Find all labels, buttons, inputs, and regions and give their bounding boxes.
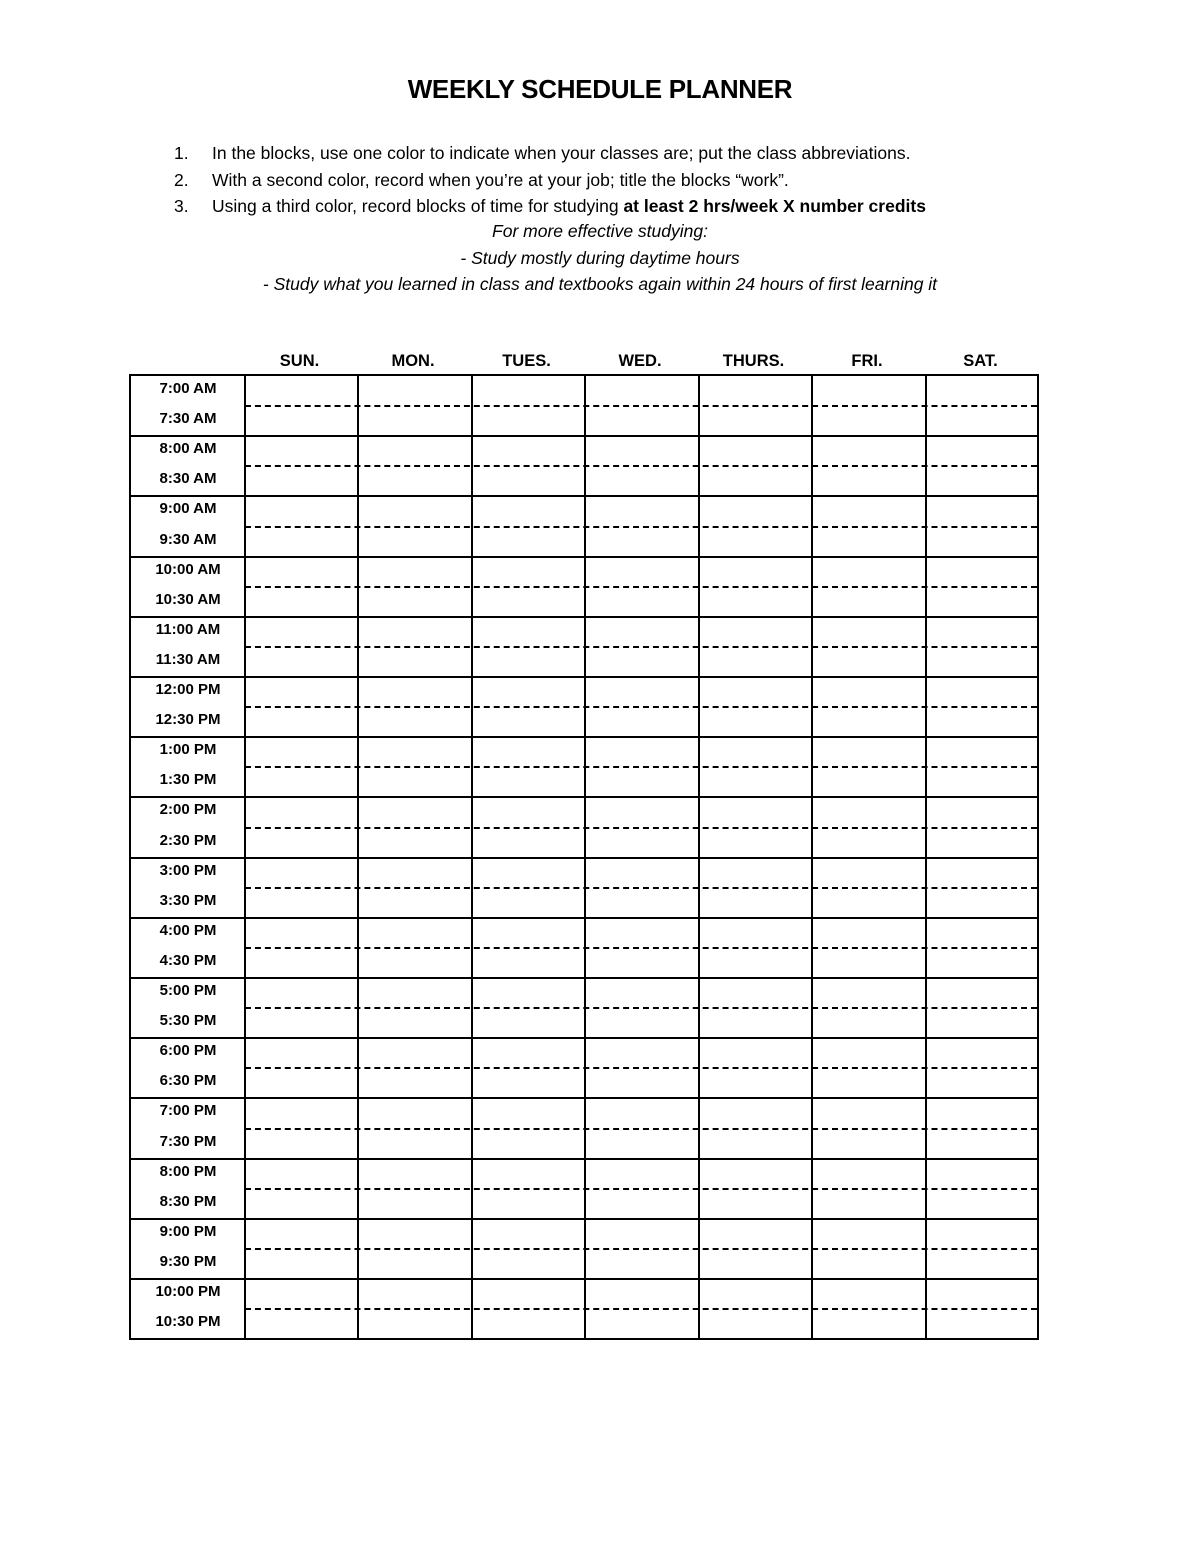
schedule-cell[interactable] bbox=[812, 828, 925, 858]
schedule-cell[interactable] bbox=[472, 707, 585, 737]
schedule-cell[interactable] bbox=[585, 1129, 698, 1159]
schedule-cell[interactable] bbox=[245, 1038, 358, 1068]
schedule-cell[interactable] bbox=[585, 858, 698, 888]
schedule-cell[interactable] bbox=[358, 1129, 471, 1159]
schedule-cell[interactable] bbox=[358, 677, 471, 707]
schedule-cell[interactable] bbox=[245, 647, 358, 677]
schedule-cell[interactable] bbox=[812, 1129, 925, 1159]
time-label: 8:00 PM bbox=[159, 1162, 217, 1180]
schedule-cell[interactable] bbox=[358, 797, 471, 827]
schedule-cell[interactable] bbox=[358, 557, 471, 587]
schedule-cell[interactable] bbox=[472, 797, 585, 827]
time-label: 7:30 PM bbox=[159, 1132, 217, 1150]
time-label: 8:00 AM bbox=[159, 440, 217, 458]
schedule-cell[interactable] bbox=[699, 828, 812, 858]
schedule-cell[interactable] bbox=[812, 888, 925, 918]
time-label: 3:30 PM bbox=[159, 891, 217, 909]
schedule-cell[interactable] bbox=[358, 376, 471, 406]
schedule-cell[interactable] bbox=[358, 978, 471, 1008]
schedule-cell[interactable] bbox=[926, 1098, 1039, 1128]
schedule-cell[interactable] bbox=[699, 1249, 812, 1279]
schedule-cell[interactable] bbox=[812, 647, 925, 677]
schedule-cell[interactable] bbox=[926, 978, 1039, 1008]
schedule-cell[interactable] bbox=[585, 978, 698, 1008]
schedule-cell[interactable] bbox=[472, 948, 585, 978]
schedule-cell[interactable] bbox=[245, 436, 358, 466]
schedule-cell[interactable] bbox=[812, 737, 925, 767]
schedule-cell[interactable] bbox=[245, 707, 358, 737]
schedule-cell[interactable] bbox=[585, 737, 698, 767]
schedule-cell[interactable] bbox=[926, 828, 1039, 858]
schedule-cell[interactable] bbox=[585, 1249, 698, 1279]
schedule-cell[interactable] bbox=[472, 677, 585, 707]
note-item: - Study mostly during daytime hours bbox=[460, 247, 740, 268]
schedule-cell[interactable] bbox=[699, 918, 812, 948]
schedule-cell[interactable] bbox=[699, 406, 812, 436]
time-label: 9:30 AM bbox=[159, 530, 217, 548]
schedule-cell[interactable] bbox=[812, 617, 925, 647]
schedule-cell[interactable] bbox=[926, 707, 1039, 737]
schedule-cell[interactable] bbox=[585, 647, 698, 677]
schedule-cell[interactable] bbox=[358, 1038, 471, 1068]
schedule-cell[interactable] bbox=[585, 1219, 698, 1249]
schedule-cell[interactable] bbox=[812, 557, 925, 587]
schedule-cell[interactable] bbox=[812, 1309, 925, 1339]
schedule-cell[interactable] bbox=[472, 858, 585, 888]
instruction-number: 2. bbox=[174, 169, 189, 190]
instruction-item bbox=[170, 193, 1050, 220]
schedule-cell[interactable] bbox=[812, 436, 925, 466]
schedule-cell[interactable] bbox=[472, 1008, 585, 1038]
schedule-cell[interactable] bbox=[926, 948, 1039, 978]
schedule-cell[interactable] bbox=[472, 527, 585, 557]
schedule-cell[interactable] bbox=[245, 1249, 358, 1279]
instruction-bold-text: at least 2 hrs/week X number credits bbox=[623, 196, 926, 216]
schedule-cell[interactable] bbox=[699, 737, 812, 767]
page-title: WEEKLY SCHEDULE PLANNER bbox=[407, 74, 793, 104]
schedule-cell[interactable] bbox=[358, 767, 471, 797]
schedule-cell[interactable] bbox=[245, 1008, 358, 1038]
schedule-cell[interactable] bbox=[585, 707, 698, 737]
schedule-cell[interactable] bbox=[926, 767, 1039, 797]
instruction-text: With a second color, record when you’re at your job; title the blocks “work”. bbox=[212, 169, 789, 190]
time-label: 1:00 PM bbox=[159, 741, 217, 759]
day-header: SAT. bbox=[963, 352, 998, 370]
schedule-cell[interactable] bbox=[245, 797, 358, 827]
schedule-cell[interactable] bbox=[245, 1129, 358, 1159]
schedule-cell[interactable] bbox=[472, 888, 585, 918]
day-header: WED. bbox=[618, 352, 662, 370]
schedule-cell[interactable] bbox=[699, 466, 812, 496]
day-header: TUES. bbox=[502, 352, 551, 370]
schedule-cell[interactable] bbox=[472, 1249, 585, 1279]
time-label: 5:30 PM bbox=[159, 1012, 217, 1030]
schedule-cell[interactable] bbox=[472, 978, 585, 1008]
schedule-cell[interactable] bbox=[812, 1279, 925, 1309]
schedule-cell[interactable] bbox=[812, 767, 925, 797]
schedule-cell[interactable] bbox=[358, 587, 471, 617]
schedule-cell[interactable] bbox=[358, 1098, 471, 1128]
time-label: 8:30 AM bbox=[159, 470, 217, 488]
schedule-cell[interactable] bbox=[812, 797, 925, 827]
instruction-number: 1. bbox=[174, 143, 189, 163]
schedule-cell[interactable] bbox=[926, 376, 1039, 406]
schedule-cell[interactable] bbox=[245, 888, 358, 918]
schedule-cell[interactable] bbox=[585, 406, 698, 436]
schedule-cell[interactable] bbox=[699, 376, 812, 406]
time-label: 6:00 PM bbox=[159, 1042, 217, 1060]
schedule-cell[interactable] bbox=[585, 828, 698, 858]
schedule-cell[interactable] bbox=[358, 406, 471, 436]
schedule-cell[interactable] bbox=[358, 858, 471, 888]
schedule-cell[interactable] bbox=[812, 677, 925, 707]
time-label: 12:00 PM bbox=[155, 681, 221, 698]
schedule-cell[interactable] bbox=[699, 617, 812, 647]
schedule-cell[interactable] bbox=[926, 1068, 1039, 1098]
schedule-cell[interactable] bbox=[585, 617, 698, 647]
schedule-cell[interactable] bbox=[358, 948, 471, 978]
schedule-cell[interactable] bbox=[472, 1068, 585, 1098]
schedule-cell[interactable] bbox=[245, 1189, 358, 1219]
time-label: 2:00 PM bbox=[159, 801, 217, 819]
schedule-cell[interactable] bbox=[472, 1038, 585, 1068]
schedule-cell[interactable] bbox=[358, 527, 471, 557]
schedule-cell[interactable] bbox=[585, 1098, 698, 1128]
schedule-cell[interactable] bbox=[472, 496, 585, 526]
schedule-cell[interactable] bbox=[472, 1189, 585, 1219]
schedule-cell[interactable] bbox=[699, 1038, 812, 1068]
time-label: 2:30 PM bbox=[159, 831, 217, 849]
schedule-cell[interactable] bbox=[358, 737, 471, 767]
day-header: MON. bbox=[391, 352, 435, 370]
schedule-cell[interactable] bbox=[585, 1159, 698, 1189]
note-item: - Study what you learned in class and textbooks again within 24 hours of first learning it bbox=[262, 274, 938, 294]
schedule-cell[interactable] bbox=[699, 557, 812, 587]
schedule-cell[interactable] bbox=[585, 1008, 698, 1038]
time-label: 11:00 AM bbox=[155, 620, 221, 638]
schedule-cell[interactable] bbox=[699, 1098, 812, 1128]
schedule-cell[interactable] bbox=[585, 888, 698, 918]
day-header: FRI. bbox=[851, 352, 883, 370]
schedule-cell[interactable] bbox=[245, 376, 358, 406]
schedule-cell[interactable] bbox=[358, 496, 471, 526]
time-label: 10:30 AM bbox=[155, 590, 221, 608]
schedule-cell[interactable] bbox=[926, 1159, 1039, 1189]
time-label: 9:30 PM bbox=[159, 1252, 217, 1270]
time-label: 5:00 PM bbox=[159, 982, 217, 999]
schedule-cell[interactable] bbox=[472, 767, 585, 797]
schedule-cell[interactable] bbox=[472, 737, 585, 767]
time-label: 9:00 AM bbox=[159, 500, 217, 518]
schedule-cell[interactable] bbox=[472, 587, 585, 617]
schedule-cell[interactable] bbox=[926, 527, 1039, 557]
instructions-list bbox=[170, 140, 1050, 220]
schedule-cell[interactable] bbox=[699, 436, 812, 466]
schedule-cell[interactable] bbox=[358, 1189, 471, 1219]
schedule-cell[interactable] bbox=[472, 617, 585, 647]
schedule-cell[interactable] bbox=[699, 858, 812, 888]
schedule-cell[interactable] bbox=[358, 1249, 471, 1279]
time-label: 10:00 AM bbox=[155, 560, 221, 578]
schedule-cell[interactable] bbox=[245, 1068, 358, 1098]
schedule-cell[interactable] bbox=[699, 978, 812, 1008]
schedule-cell[interactable] bbox=[699, 647, 812, 677]
schedule-cell[interactable] bbox=[585, 918, 698, 948]
schedule-cell[interactable] bbox=[472, 1279, 585, 1309]
schedule-cell[interactable] bbox=[472, 376, 585, 406]
time-label: 1:30 PM bbox=[159, 771, 217, 789]
schedule-cell[interactable] bbox=[585, 677, 698, 707]
schedule-cell[interactable] bbox=[585, 436, 698, 466]
study-notes bbox=[0, 218, 1200, 298]
schedule-cell[interactable] bbox=[812, 858, 925, 888]
schedule-cell[interactable] bbox=[245, 466, 358, 496]
schedule-cell[interactable] bbox=[358, 617, 471, 647]
notes-heading: For more effective studying: bbox=[492, 221, 708, 241]
schedule-cell[interactable] bbox=[472, 557, 585, 587]
instruction-number: 3. bbox=[174, 196, 189, 216]
time-label: 10:00 PM bbox=[155, 1283, 221, 1300]
schedule-cell[interactable] bbox=[699, 1219, 812, 1249]
schedule-cell[interactable] bbox=[926, 647, 1039, 677]
schedule-cell[interactable] bbox=[926, 1249, 1039, 1279]
schedule-cell[interactable] bbox=[585, 1279, 698, 1309]
time-label: 8:30 PM bbox=[159, 1192, 217, 1210]
schedule-cell[interactable] bbox=[245, 617, 358, 647]
schedule-cell[interactable] bbox=[245, 978, 358, 1008]
time-label: 11:30 AM bbox=[155, 650, 221, 668]
schedule-cell[interactable] bbox=[926, 466, 1039, 496]
schedule-cell[interactable] bbox=[699, 496, 812, 526]
schedule-cell[interactable] bbox=[245, 918, 358, 948]
schedule-cell[interactable] bbox=[812, 948, 925, 978]
schedule-cell[interactable] bbox=[472, 1098, 585, 1128]
instruction-item bbox=[170, 140, 1050, 167]
schedule-cell[interactable] bbox=[358, 707, 471, 737]
schedule-cell[interactable] bbox=[926, 406, 1039, 436]
schedule-cell[interactable] bbox=[245, 1279, 358, 1309]
schedule-cell[interactable] bbox=[245, 587, 358, 617]
schedule-cell[interactable] bbox=[472, 1309, 585, 1339]
schedule-cell[interactable] bbox=[812, 1159, 925, 1189]
schedule-cell[interactable] bbox=[358, 436, 471, 466]
schedule-cell[interactable] bbox=[699, 797, 812, 827]
schedule-cell[interactable] bbox=[358, 828, 471, 858]
schedule-cell[interactable] bbox=[245, 767, 358, 797]
schedule-cell[interactable] bbox=[585, 948, 698, 978]
schedule-cell[interactable] bbox=[585, 587, 698, 617]
schedule-cell[interactable] bbox=[472, 647, 585, 677]
schedule-cell[interactable] bbox=[812, 376, 925, 406]
time-label: 7:30 AM bbox=[159, 410, 217, 428]
schedule-cell[interactable] bbox=[358, 1279, 471, 1309]
schedule-cell[interactable] bbox=[358, 1219, 471, 1249]
schedule-cell[interactable] bbox=[812, 1068, 925, 1098]
schedule-cell[interactable] bbox=[585, 1068, 698, 1098]
schedule-cell[interactable] bbox=[472, 466, 585, 496]
schedule-cell[interactable] bbox=[585, 797, 698, 827]
schedule-cell[interactable] bbox=[926, 1219, 1039, 1249]
schedule-cell[interactable] bbox=[245, 406, 358, 436]
time-label: 6:30 PM bbox=[159, 1072, 217, 1090]
schedule-cell[interactable] bbox=[699, 1008, 812, 1038]
schedule-cell[interactable] bbox=[699, 888, 812, 918]
schedule-cell[interactable] bbox=[358, 647, 471, 677]
schedule-cell[interactable] bbox=[812, 496, 925, 526]
schedule-cell[interactable] bbox=[812, 1038, 925, 1068]
schedule-cell[interactable] bbox=[245, 677, 358, 707]
schedule-cell[interactable] bbox=[812, 1249, 925, 1279]
schedule-cell[interactable] bbox=[699, 677, 812, 707]
schedule-cell[interactable] bbox=[699, 527, 812, 557]
schedule-cell[interactable] bbox=[585, 527, 698, 557]
schedule-cell[interactable] bbox=[245, 1309, 358, 1339]
day-header: SUN. bbox=[279, 352, 320, 370]
schedule-cell[interactable] bbox=[245, 858, 358, 888]
schedule-cell[interactable] bbox=[472, 406, 585, 436]
schedule-cell[interactable] bbox=[926, 496, 1039, 526]
schedule-cell[interactable] bbox=[926, 557, 1039, 587]
schedule-cell[interactable] bbox=[245, 1098, 358, 1128]
schedule-cell[interactable] bbox=[245, 527, 358, 557]
schedule-cell[interactable] bbox=[699, 1068, 812, 1098]
time-label: 4:30 PM bbox=[159, 951, 217, 969]
day-header: THURS. bbox=[722, 352, 785, 370]
schedule-cell[interactable] bbox=[926, 1309, 1039, 1339]
schedule-cell[interactable] bbox=[926, 888, 1039, 918]
instruction-item bbox=[170, 167, 1050, 194]
schedule-cell[interactable] bbox=[358, 466, 471, 496]
schedule-cell[interactable] bbox=[585, 496, 698, 526]
schedule-cell[interactable] bbox=[585, 1309, 698, 1339]
time-label: 7:00 PM bbox=[159, 1102, 217, 1120]
schedule-cell[interactable] bbox=[358, 888, 471, 918]
schedule-grid bbox=[129, 374, 1039, 1340]
schedule-cell[interactable] bbox=[699, 1279, 812, 1309]
schedule-cell[interactable] bbox=[585, 767, 698, 797]
schedule-cell[interactable] bbox=[926, 1038, 1039, 1068]
schedule-cell[interactable] bbox=[585, 1189, 698, 1219]
schedule-cell[interactable] bbox=[585, 466, 698, 496]
schedule-cell[interactable] bbox=[245, 557, 358, 587]
schedule-cell[interactable] bbox=[585, 1038, 698, 1068]
schedule-cell[interactable] bbox=[926, 1129, 1039, 1159]
schedule-cell[interactable] bbox=[245, 828, 358, 858]
schedule-cell[interactable] bbox=[812, 587, 925, 617]
time-label: 4:00 PM bbox=[159, 921, 217, 939]
schedule-cell[interactable] bbox=[926, 1189, 1039, 1219]
schedule-cell[interactable] bbox=[699, 948, 812, 978]
schedule-cell[interactable] bbox=[812, 918, 925, 948]
instruction-text: In the blocks, use one color to indicate when your classes are; put the class abbreviations. bbox=[212, 143, 911, 163]
schedule-cell[interactable] bbox=[245, 1219, 358, 1249]
schedule-cell[interactable] bbox=[358, 1068, 471, 1098]
schedule-cell[interactable] bbox=[926, 436, 1039, 466]
schedule-cell[interactable] bbox=[926, 918, 1039, 948]
schedule-cell[interactable] bbox=[472, 918, 585, 948]
schedule-cell[interactable] bbox=[585, 557, 698, 587]
schedule-cell[interactable] bbox=[358, 918, 471, 948]
schedule-cell[interactable] bbox=[812, 406, 925, 436]
schedule-cell[interactable] bbox=[926, 858, 1039, 888]
schedule-cell[interactable] bbox=[472, 828, 585, 858]
schedule-cell[interactable] bbox=[926, 1279, 1039, 1309]
schedule-cell[interactable] bbox=[472, 436, 585, 466]
schedule-cell[interactable] bbox=[699, 587, 812, 617]
time-label: 12:30 PM bbox=[155, 711, 221, 729]
instruction-text: Using a third color, record blocks of time for studying bbox=[212, 196, 624, 216]
schedule-cell[interactable] bbox=[699, 1309, 812, 1339]
schedule-cell[interactable] bbox=[926, 737, 1039, 767]
schedule-cell[interactable] bbox=[812, 1008, 925, 1038]
schedule-cell[interactable] bbox=[472, 1129, 585, 1159]
schedule-cell[interactable] bbox=[926, 677, 1039, 707]
schedule-cell[interactable] bbox=[812, 527, 925, 557]
schedule-cell[interactable] bbox=[472, 1219, 585, 1249]
time-label: 3:00 PM bbox=[159, 861, 217, 879]
schedule-cell[interactable] bbox=[812, 1098, 925, 1128]
schedule-cell[interactable] bbox=[812, 707, 925, 737]
schedule-cell[interactable] bbox=[358, 1309, 471, 1339]
time-label: 7:00 AM bbox=[159, 380, 217, 397]
schedule-cell[interactable] bbox=[585, 376, 698, 406]
schedule-cell[interactable] bbox=[245, 1159, 358, 1189]
schedule-cell[interactable] bbox=[245, 737, 358, 767]
schedule-cell[interactable] bbox=[245, 948, 358, 978]
schedule-cell[interactable] bbox=[699, 1189, 812, 1219]
time-label: 10:30 PM bbox=[155, 1313, 221, 1331]
schedule-cell[interactable] bbox=[699, 1159, 812, 1189]
schedule-cell[interactable] bbox=[358, 1008, 471, 1038]
schedule-cell[interactable] bbox=[699, 1129, 812, 1159]
schedule-cell[interactable] bbox=[926, 797, 1039, 827]
schedule-cell[interactable] bbox=[358, 1159, 471, 1189]
schedule-cell[interactable] bbox=[812, 1189, 925, 1219]
schedule-cell[interactable] bbox=[926, 587, 1039, 617]
schedule-cell[interactable] bbox=[472, 1159, 585, 1189]
schedule-cell[interactable] bbox=[812, 1219, 925, 1249]
schedule-cell[interactable] bbox=[699, 767, 812, 797]
time-label: 9:00 PM bbox=[159, 1222, 217, 1240]
schedule-cell[interactable] bbox=[699, 707, 812, 737]
schedule-cell[interactable] bbox=[812, 466, 925, 496]
schedule-cell[interactable] bbox=[245, 496, 358, 526]
schedule-cell[interactable] bbox=[812, 978, 925, 1008]
schedule-cell[interactable] bbox=[926, 617, 1039, 647]
schedule-cell[interactable] bbox=[926, 1008, 1039, 1038]
